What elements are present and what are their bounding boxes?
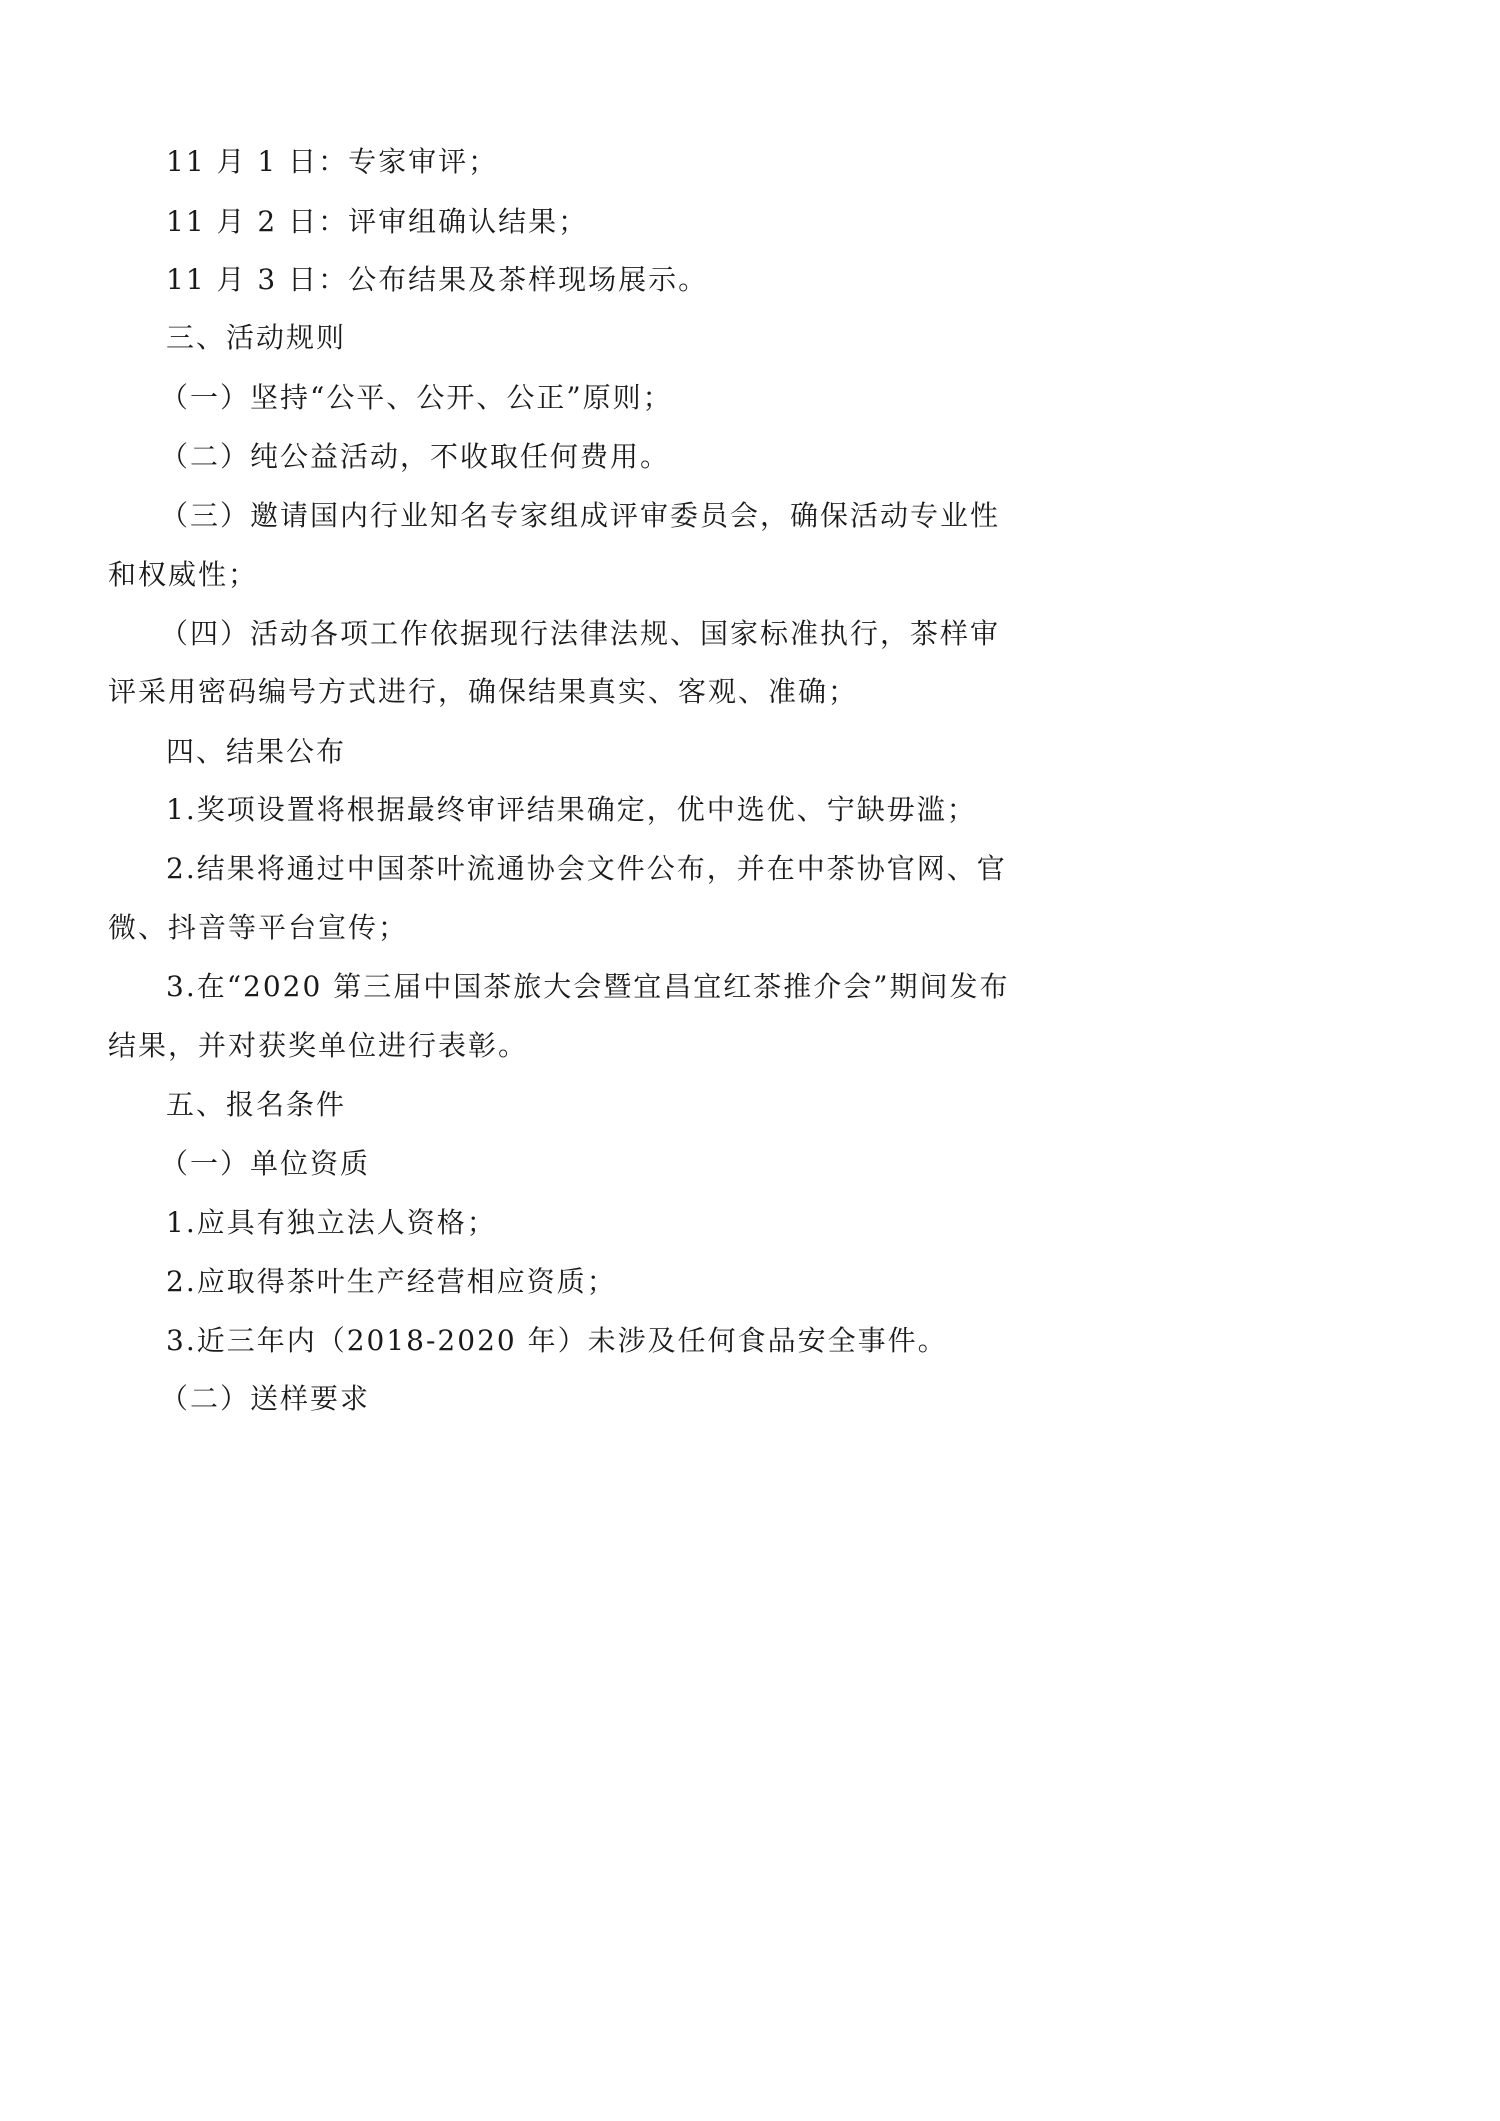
section-heading-results: 四、结果公布 <box>166 735 347 768</box>
rule-3-line-1: （三）邀请国内行业知名专家组成评审委员会，确保活动专业性 <box>160 499 1001 532</box>
rule-4-line-2: 评采用密码编号方式进行，确保结果真实、客观、准确； <box>108 675 859 708</box>
rule-3-line-2: 和权威性； <box>108 558 259 591</box>
schedule-nov-3: 11 月 3 日：公布结果及茶样现场展示。 <box>166 263 709 296</box>
section-heading-eligibility: 五、报名条件 <box>166 1088 347 1121</box>
sub-heading-qualification: （一）单位资质 <box>160 1147 371 1180</box>
qualification-item-1: 1.应具有独立法人资格； <box>166 1206 497 1239</box>
rule-2: （二）纯公益活动，不收取任何费用。 <box>160 440 671 473</box>
section-heading-rules: 三、活动规则 <box>166 321 347 354</box>
schedule-nov-2: 11 月 2 日：评审组确认结果； <box>166 205 589 238</box>
result-item-3-line-2: 结果，并对获奖单位进行表彰。 <box>108 1029 529 1062</box>
qualification-item-3: 3.近三年内（2018-2020 年）未涉及任何食品安全事件。 <box>166 1324 948 1357</box>
rule-1: （一）坚持“公平、公开、公正”原则； <box>160 381 673 414</box>
schedule-nov-1: 11 月 1 日：专家审评； <box>166 145 499 178</box>
sub-heading-sample-requirements: （二）送样要求 <box>160 1382 371 1415</box>
result-item-2-line-1: 2.结果将通过中国茶叶流通协会文件公布，并在中茶协官网、官 <box>166 852 1007 885</box>
result-item-3-line-1: 3.在“2020 第三届中国茶旅大会暨宜昌宜红茶推介会”期间发布 <box>166 970 1010 1003</box>
result-item-2-line-2: 微、抖音等平台宣传； <box>108 911 409 944</box>
qualification-item-2: 2.应取得茶叶生产经营相应资质； <box>166 1265 617 1298</box>
rule-4-line-1: （四）活动各项工作依据现行法律法规、国家标准执行，茶样审 <box>160 617 1001 650</box>
result-item-1: 1.奖项设置将根据最终审评结果确定，优中选优、宁缺毋滥； <box>166 793 977 826</box>
